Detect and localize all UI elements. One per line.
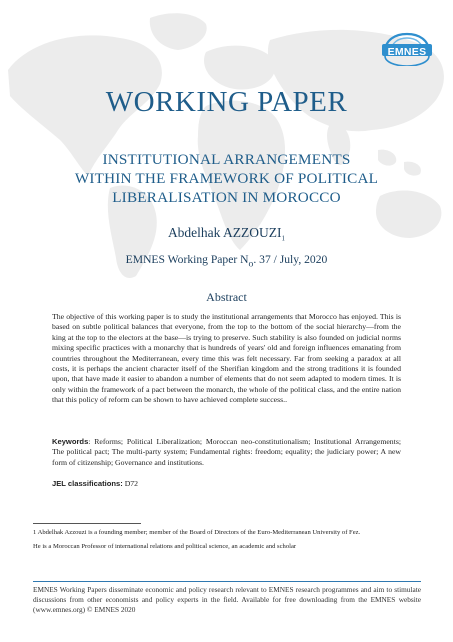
footnote bbox=[33, 526, 363, 554]
author-footnote-mark[interactable]: 1 bbox=[281, 234, 286, 243]
footnote-mark: 1 bbox=[33, 529, 37, 536]
author-line bbox=[0, 225, 453, 243]
logo-wordmark: EMNES bbox=[387, 46, 427, 58]
working-paper-number bbox=[0, 253, 453, 269]
paper-title bbox=[40, 150, 413, 207]
footer-divider bbox=[33, 581, 421, 582]
footer-text: EMNES Working Papers disseminate economic and policy research relevant to EMNES research programmes and aim to stimulate discussions from other economists and policy experts in the field. Available for free downloading from the EMNES website ( bbox=[33, 585, 421, 615]
footnote-text: Abdelhak Azzouzi is a founding member; member of the Board of Directors of the Euro-Mediterranean University of Fez. He is a Moroccan Professor of international relations and political science, an academic and scholar bbox=[33, 529, 361, 550]
footer-note bbox=[33, 585, 421, 616]
working-paper-heading: WORKING PAPER bbox=[105, 86, 348, 118]
jel-classifications bbox=[52, 479, 401, 489]
footer-copyright: ) © EMNES 2020 bbox=[82, 605, 136, 615]
keywords-label: Keywords bbox=[52, 437, 89, 446]
paper-title-line: INSTITUTIONAL ARRANGEMENTS bbox=[102, 151, 351, 168]
footer-website-link[interactable]: www.emnes.org bbox=[35, 605, 83, 615]
jel-label: JEL classifications: bbox=[52, 479, 123, 488]
abstract-body: The objective of this working paper is to study the institutional arrangements that Morocco has enjoyed. This is based on subtle political balances that everyone, from the top to the bottom of the social hierarchy—from the king at the top to the electors at the base—is trying to preserve. Such stability is also founded on judicial norms mixing specific practices with a monarchy that is hundreds of years' old and foreign influences emanating from countries throughout the Mediterranean, every time this was felt necessary. Far from seeking a paradox at all costs, it is perhaps the ancient character itself of the Sherifian kingdom and the strong traditions it is founded upon, that have made it easier to abandon a number of elements that do not seem adapted to modern times. It is only within the framework of a pact between the monarch, the whole of the political class, and the entire nation that this policy of reform can be shown to have achieved complete success.. bbox=[52, 312, 401, 405]
series-label: EMNES Working Paper N bbox=[125, 253, 249, 266]
paper-title-line: WITHIN THE FRAMEWORK OF POLITICAL bbox=[74, 170, 379, 187]
keywords-paragraph bbox=[52, 437, 401, 468]
keywords-text: : Reforms; Political Liberalization; Moroccan neo-constitutionalism; Institutional Arrangements; The political pact; The multi-party system; Fundamental rights: freedom; equality; the judiciary power; A new form of citizenship; Governance and institutions. bbox=[52, 437, 401, 467]
footnote-divider bbox=[33, 523, 141, 524]
series-number-date: . 37 / July, 2020 bbox=[253, 253, 328, 266]
paper-title-line: LIBERALISATION IN MOROCCO bbox=[112, 189, 341, 206]
author-name: Abdelhak AZZOUZI bbox=[167, 225, 282, 240]
series-number-sign: o bbox=[248, 258, 254, 270]
abstract-heading: Abstract bbox=[206, 290, 247, 304]
jel-code: D72 bbox=[122, 479, 139, 488]
